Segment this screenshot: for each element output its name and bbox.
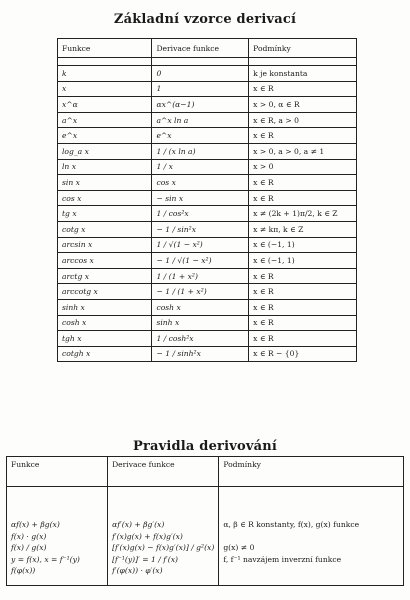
table-row — [58, 299, 357, 315]
derivative-cell: cosh x — [152, 299, 249, 315]
table-row — [58, 284, 357, 300]
condition-cell: x ∈ R − {0} — [249, 346, 357, 362]
derivative-cell: − 1 / (1 + x²) — [152, 284, 249, 300]
condition-cell: x ∈ R — [249, 331, 357, 347]
condition-cell: x ∈ R — [249, 315, 357, 331]
title-derivation-rules: Pravidla derivování — [132, 439, 278, 454]
rule-line — [223, 565, 399, 577]
table-row — [58, 190, 357, 206]
header-derivace: Derivace funkce — [152, 39, 249, 58]
rule-line: f(x) · g(x) — [11, 531, 47, 541]
function-cell: sin x — [58, 175, 152, 191]
function-cell: a^x — [58, 112, 152, 128]
derivative-cell: sinh x — [152, 315, 249, 331]
table-row — [58, 315, 357, 331]
basic-derivatives-table — [57, 38, 357, 362]
table-row — [58, 159, 357, 175]
derivative-cell: 1 / cos²x — [152, 206, 249, 222]
rule-line: y = f(x), x = f⁻¹(y) — [11, 554, 80, 564]
function-cell: sinh x — [58, 299, 152, 315]
table-row — [58, 221, 357, 237]
function-cell: tg x — [58, 206, 152, 222]
header-derivace: Derivace funkce — [108, 457, 219, 487]
derivative-cell: − 1 / sinh²x — [152, 346, 249, 362]
derivative-cell: e^x — [152, 128, 249, 144]
rules-functions-cell — [7, 487, 108, 586]
table-row — [58, 253, 357, 269]
condition-cell: x ≠ kπ, k ∈ Z — [249, 221, 357, 237]
rule-line: αf(x) + βg(x) — [11, 520, 60, 529]
title-basic-derivatives: Základní vzorce derivací — [113, 12, 297, 27]
function-cell: cos x — [58, 190, 152, 206]
derivative-cell: 1 / (1 + x²) — [152, 268, 249, 284]
condition-cell: x ∈ R — [249, 175, 357, 191]
condition-cell: x ∈ R — [249, 190, 357, 206]
table-row — [58, 112, 357, 128]
condition-cell: x ∈ (−1, 1) — [249, 253, 357, 269]
derivative-cell: − 1 / sin²x — [152, 221, 249, 237]
table-row — [58, 268, 357, 284]
header-funkce: Funkce — [7, 457, 108, 487]
condition-cell: x > 0 — [249, 159, 357, 175]
header-funkce: Funkce — [58, 39, 152, 58]
condition-cell: x ∈ (−1, 1) — [249, 237, 357, 253]
table-row — [58, 81, 357, 97]
condition-cell: x > 0, a > 0, a ≠ 1 — [249, 143, 357, 159]
rule-line: f′(φ(x)) · φ′(x) — [112, 566, 163, 575]
rule-line: [f⁻¹(y)]′ = 1 / f′(x) — [112, 554, 178, 564]
condition-cell: x ∈ R — [249, 128, 357, 144]
condition-cell: x ∈ R — [249, 299, 357, 315]
condition-cell: x ∈ R, a > 0 — [249, 112, 357, 128]
function-cell: arccotg x — [58, 284, 152, 300]
function-cell: ln x — [58, 159, 152, 175]
table-row — [58, 331, 357, 347]
derivative-cell: − 1 / √(1 − x²) — [152, 253, 249, 269]
table-row — [58, 175, 357, 191]
table-row — [58, 143, 357, 159]
table-row — [58, 206, 357, 222]
function-cell: cosh x — [58, 315, 152, 331]
table-row — [58, 346, 357, 362]
condition-cell: x ∈ R — [249, 81, 357, 97]
function-cell: cotg x — [58, 221, 152, 237]
condition-cell: x ≠ (2k + 1)π/2, k ∈ Z — [249, 206, 357, 222]
table-row — [58, 66, 357, 82]
function-cell: arctg x — [58, 268, 152, 284]
rule-line: g(x) ≠ 0 — [223, 543, 255, 552]
rule-line — [223, 531, 399, 543]
function-cell: tgh x — [58, 331, 152, 347]
function-cell: arccos x — [58, 253, 152, 269]
derivative-cell: cos x — [152, 175, 249, 191]
derivative-cell: a^x ln a — [152, 112, 249, 128]
header-podminky: Podmínky — [219, 457, 404, 487]
table-header-row — [7, 457, 404, 487]
derivative-cell: 1 / x — [152, 159, 249, 175]
header-podminky: Podmínky — [249, 39, 357, 58]
table-header-row — [58, 39, 357, 58]
function-cell: arcsin x — [58, 237, 152, 253]
derivation-rules-table — [6, 456, 404, 586]
derivative-cell: 1 / cosh²x — [152, 331, 249, 347]
rule-line: f(x) / g(x) — [11, 543, 47, 552]
rule-line: f, f⁻¹ navzájem inverzní funkce — [223, 554, 342, 564]
function-cell: e^x — [58, 128, 152, 144]
derivative-cell: 1 / (x ln a) — [152, 143, 249, 159]
function-cell: k — [58, 66, 152, 82]
rule-line: [f′(x)g(x) − f(x)g′(x)] / g²(x) — [112, 543, 215, 552]
condition-cell: x ∈ R — [249, 268, 357, 284]
table-row — [58, 237, 357, 253]
condition-cell: x ∈ R — [249, 284, 357, 300]
derivative-cell: 1 — [152, 81, 249, 97]
table-row — [58, 97, 357, 113]
rules-row — [7, 487, 404, 586]
condition-cell: x > 0, α ∈ R — [249, 97, 357, 113]
rules-conditions-cell — [219, 487, 404, 586]
rules-derivatives-cell — [108, 487, 219, 586]
rule-line: f(φ(x)) — [11, 566, 36, 575]
function-cell: x — [58, 81, 152, 97]
function-cell: cotgh x — [58, 346, 152, 362]
table-row — [58, 128, 357, 144]
rule-line: αf′(x) + βg′(x) — [112, 520, 165, 529]
function-cell: x^α — [58, 97, 152, 113]
derivative-cell: 0 — [152, 66, 249, 82]
rule-line: f′(x)g(x) + f(x)g′(x) — [112, 531, 183, 541]
derivative-cell: 1 / √(1 − x²) — [152, 237, 249, 253]
function-cell: log_a x — [58, 143, 152, 159]
derivative-cell: αx^(α−1) — [152, 97, 249, 113]
separator-row — [58, 58, 357, 66]
rule-line: α, β ∈ R konstanty, f(x), g(x) funkce — [223, 520, 360, 529]
derivative-cell: − sin x — [152, 190, 249, 206]
condition-cell: k je konstanta — [249, 66, 357, 82]
